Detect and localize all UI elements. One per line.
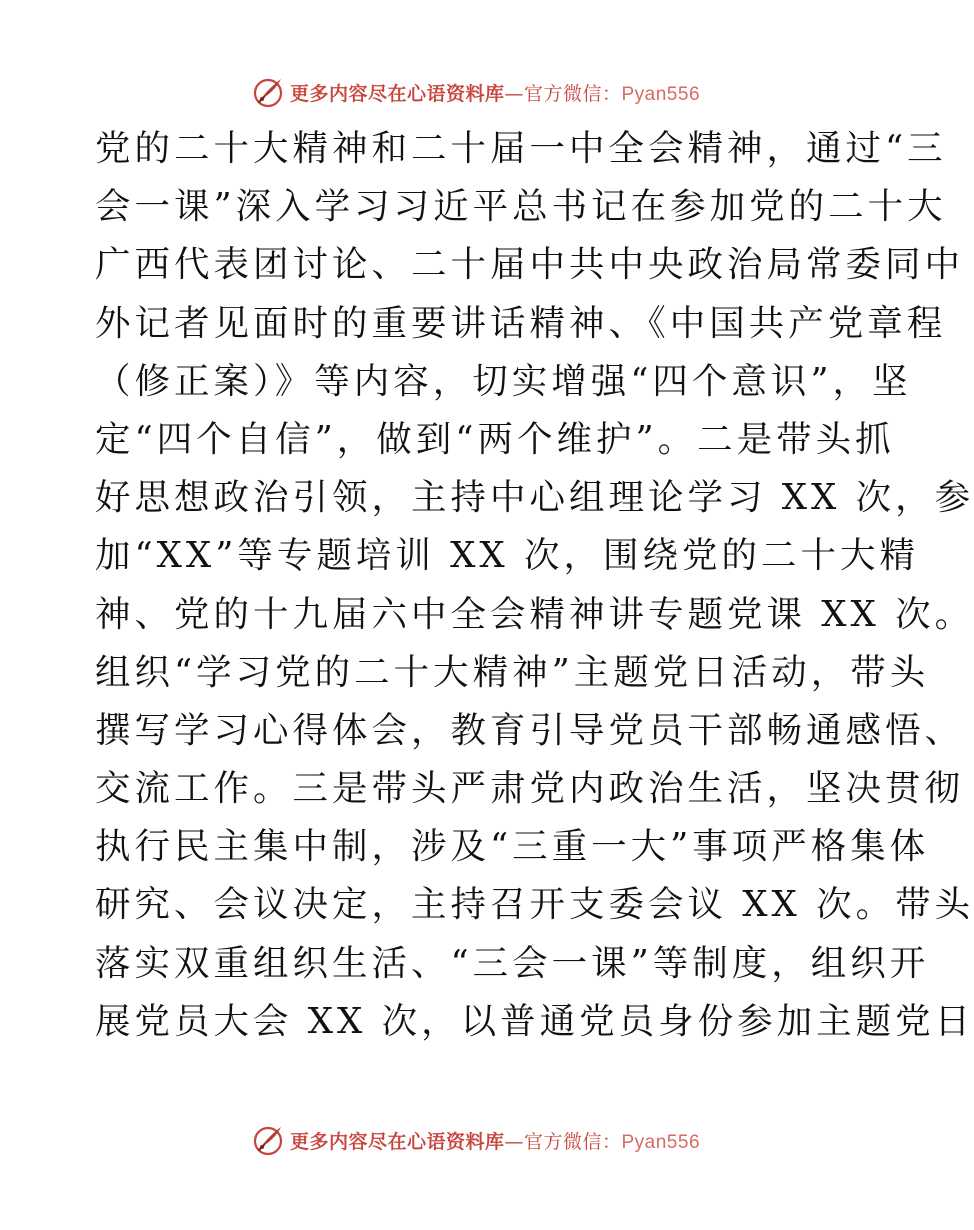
header-watermark bbox=[0, 72, 950, 112]
body-line: 神、党的十九届六中全会精神讲专题党课 XX 次。 bbox=[95, 593, 974, 635]
quill-pen-logo-icon bbox=[250, 74, 286, 110]
watermark-wechat-id: Pyan556 bbox=[621, 1131, 701, 1153]
body-line: 广西代表团讨论、二十届中共中央政治局常委同中 bbox=[95, 244, 965, 286]
watermark-text bbox=[290, 79, 700, 106]
footer-watermark bbox=[0, 1120, 950, 1160]
body-line: 定“四个自信”，做到“两个维护”。二是带头抓 bbox=[95, 418, 895, 460]
body-line: 落实双重组织生活、“三会一课”等制度，组织开 bbox=[95, 942, 930, 984]
body-line: 会一课”深入学习习近平总书记在参加党的二十大 bbox=[95, 186, 947, 228]
body-line: 交流工作。三是带头严肃党内政治生活，坚决贯彻 bbox=[95, 768, 965, 810]
body-line: （修正案）》等内容，切实增强“四个意识”，坚 bbox=[95, 360, 912, 402]
quill-pen-logo-icon bbox=[250, 1122, 286, 1158]
body-line: 执行民主集中制，涉及“三重一大”事项严格集体 bbox=[95, 826, 930, 868]
watermark-wechat-label: 官方微信： bbox=[523, 82, 622, 105]
watermark-text bbox=[290, 1127, 700, 1154]
watermark-title: 更多内容尽在心语资料库 bbox=[289, 82, 505, 105]
body-line: 党的二十大精神和二十届一中全会精神，通过“三 bbox=[95, 128, 947, 169]
body-line: 好思想政治引领，主持中心组理论学习 XX 次，参 bbox=[95, 477, 974, 519]
watermark-wechat-label: 官方微信： bbox=[523, 1130, 622, 1153]
watermark-title: 更多内容尽在心语资料库 bbox=[289, 1130, 505, 1153]
watermark-dash: — bbox=[504, 82, 524, 105]
body-line: 加“XX”等专题培训 XX 次，围绕党的二十大精 bbox=[95, 535, 919, 577]
body-line: 研究、会议决定，主持召开支委会议 XX 次。带头 bbox=[95, 884, 974, 926]
body-line: 展党员大会 XX 次，以普通党员身份参加主题党日 bbox=[95, 1000, 974, 1042]
body-line: 组织“学习党的二十大精神”主题党日活动，带头 bbox=[95, 651, 930, 693]
document-body bbox=[95, 120, 974, 1051]
body-line: 外记者见面时的重要讲话精神、《中国共产党章程 bbox=[95, 302, 947, 344]
watermark-wechat-id: Pyan556 bbox=[621, 83, 701, 105]
watermark-dash: — bbox=[504, 1130, 524, 1153]
body-line: 撰写学习心得体会，教育引导党员干部畅通感悟、 bbox=[95, 709, 965, 751]
